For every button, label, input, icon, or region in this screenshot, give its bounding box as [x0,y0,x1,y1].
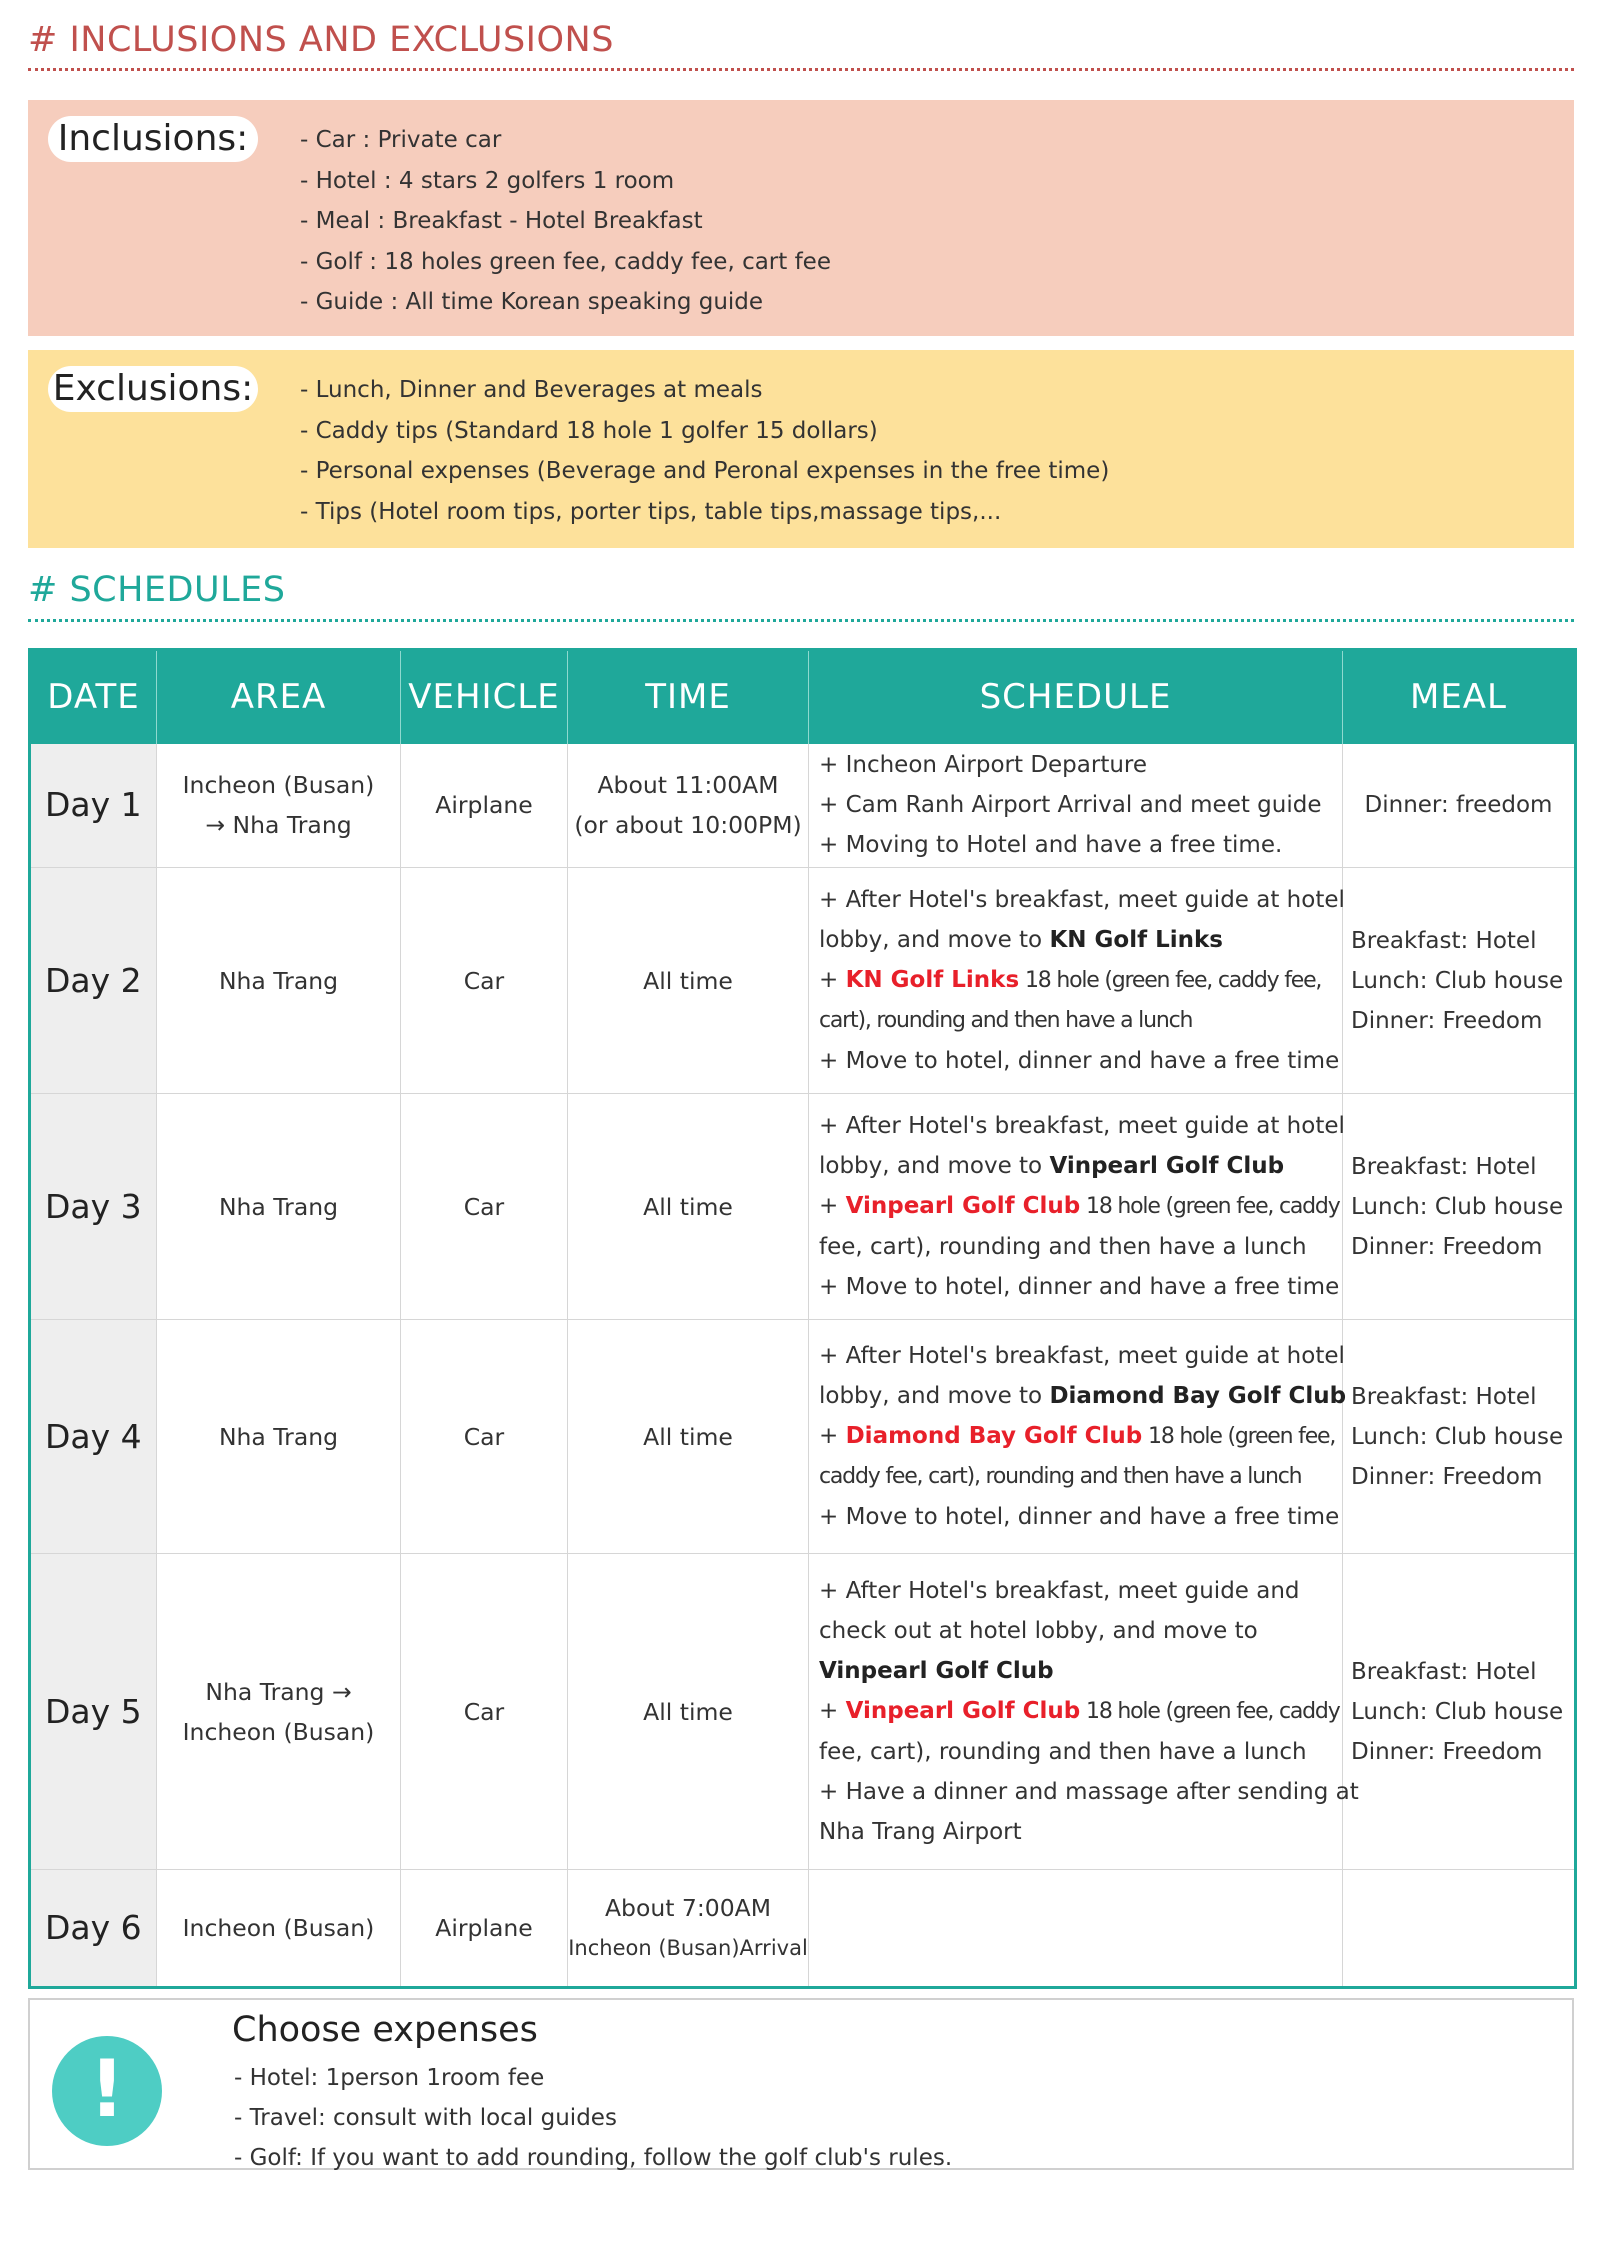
list-item: - Lunch, Dinner and Beverages at meals [300,377,763,403]
list-item: - Tips (Hotel room tips, porter tips, table tips,massage tips,... [300,498,1002,525]
time-cell: All time [568,868,809,1094]
exclusions-box [28,350,1574,548]
inclusions-divider [28,68,1574,71]
meal-cell: Breakfast: Hotel Lunch: Club house Dinner: Freedom [1343,868,1576,1094]
column-header-date: DATE [30,650,157,744]
meal-cell: Dinner: freedom [1343,744,1576,868]
date-cell: Day 5 [30,1554,157,1870]
vehicle-cell: Car [401,1094,568,1320]
column-header-schedule: SCHEDULE [809,650,1343,744]
schedule-cell: + After Hotel's breakfast, meet guide at hotel lobby, and move to KN Golf Links + KN Golf Links 18 hole (green fee, caddy fee, cart), rounding and then have a lunch + Move to hotel, dinner and have a free time [809,868,1343,1094]
table-row [30,1094,1576,1320]
golf-course-highlight: Vinpearl Golf Club [845,1193,1081,1219]
vehicle-cell: Airplane [401,744,568,868]
list-item: - Golf: If you want to add rounding, follow the golf club's rules. [234,2145,953,2171]
time-cell: All time [568,1554,809,1870]
meal-cell [1343,1870,1576,1988]
note-title: Choose expenses [232,2010,538,2050]
schedule-cell [809,1870,1343,1988]
time-cell: About 11:00AM (or about 10:00PM) [568,744,809,868]
golf-course-name: Diamond Bay Golf Club [1049,1383,1347,1409]
list-item: - Caddy tips (Standard 18 hole 1 golfer 15 dollars) [300,417,878,444]
golf-course-name: KN Golf Links [1049,927,1223,953]
table-row [30,1554,1576,1870]
list-item: - Hotel: 1person 1room fee [234,2065,545,2091]
date-cell: Day 6 [30,1870,157,1988]
choose-expenses-note [28,1998,1574,2170]
list-item: - Car : Private car [300,127,502,153]
list-item: - Personal expenses (Beverage and Peronal expenses in the free time) [300,458,1110,484]
meal-cell: Breakfast: Hotel Lunch: Club house Dinner: Freedom [1343,1094,1576,1320]
schedules-divider [28,619,1574,622]
area-cell: Incheon (Busan) → Nha Trang [157,744,401,868]
date-cell: Day 4 [30,1320,157,1554]
area-cell: Nha Trang [157,1320,401,1554]
list-item: - Guide : All time Korean speaking guide [300,289,764,315]
schedule-table [28,648,1577,1989]
column-header-area: AREA [157,650,401,744]
exclusions-label: Exclusions: [48,366,258,412]
area-cell: Nha Trang → Incheon (Busan) [157,1554,401,1870]
area-cell: Nha Trang [157,868,401,1094]
inclusions-list [300,120,831,323]
list-item: - Meal : Breakfast - Hotel Breakfast [300,208,703,234]
column-header-vehicle: VEHICLE [401,650,568,744]
inclusions-box [28,100,1574,336]
schedule-cell: + After Hotel's breakfast, meet guide and check out at hotel lobby, and move to Vinpearl Golf Club + Vinpearl Golf Club 18 hole (green fee, caddy fee, cart), rounding and then have a lunch + Have a dinner and massage after sending at Nha Trang Airport [809,1554,1343,1870]
table-header-row [30,650,1576,744]
golf-course-highlight: KN Golf Links [845,967,1020,993]
exclamation-icon: ! [52,2036,162,2146]
column-header-time: TIME [568,650,809,744]
list-item: - Travel: consult with local guides [234,2105,617,2131]
note-list [234,2058,952,2178]
list-item: - Hotel : 4 stars 2 golfers 1 room [300,167,675,194]
vehicle-cell: Car [401,1320,568,1554]
vehicle-cell: Car [401,868,568,1094]
golf-course-name: Vinpearl Golf Club [819,1658,1054,1684]
golf-course-highlight: Vinpearl Golf Club [845,1698,1081,1724]
column-header-meal: MEAL [1343,650,1576,744]
vehicle-cell: Airplane [401,1870,568,1988]
time-cell: About 7:00AM Incheon (Busan)Arrival [568,1870,809,1988]
meal-cell: Breakfast: Hotel Lunch: Club house Dinner: Freedom [1343,1554,1576,1870]
date-cell: Day 2 [30,868,157,1094]
exclusions-list [300,370,1109,532]
inclusions-label: Inclusions: [48,116,258,162]
date-cell: Day 3 [30,1094,157,1320]
table-row [30,868,1576,1094]
table-row [30,744,1576,868]
list-item: - Golf : 18 holes green fee, caddy fee, cart fee [300,248,831,275]
area-cell: Incheon (Busan) [157,1870,401,1988]
schedule-cell: + After Hotel's breakfast, meet guide at hotel lobby, and move to Vinpearl Golf Club + Vinpearl Golf Club 18 hole (green fee, caddy fee, cart), rounding and then have a lunch + Move to hotel, dinner and have a free time [809,1094,1343,1320]
time-cell: All time [568,1094,809,1320]
inclusions-exclusions-heading: # INCLUSIONS AND EXCLUSIONS [28,20,614,60]
meal-cell: Breakfast: Hotel Lunch: Club house Dinner: Freedom [1343,1320,1576,1554]
date-cell: Day 1 [30,744,157,868]
time-cell: All time [568,1320,809,1554]
table-row [30,1870,1576,1988]
schedule-cell: + Incheon Airport Departure + Cam Ranh Airport Arrival and meet guide + Moving to Hotel and have a free time. [809,744,1343,868]
vehicle-cell: Car [401,1554,568,1870]
area-cell: Nha Trang [157,1094,401,1320]
golf-course-highlight: Diamond Bay Golf Club [845,1423,1143,1449]
schedules-heading: # SCHEDULES [28,570,286,610]
table-row [30,1320,1576,1554]
schedule-cell: + After Hotel's breakfast, meet guide at hotel lobby, and move to Diamond Bay Golf Club + Diamond Bay Golf Club 18 hole (green fee, caddy fee, cart), rounding and then have a lunch + Move to hotel, dinner and have a free time [809,1320,1343,1554]
golf-course-name: Vinpearl Golf Club [1049,1153,1285,1179]
